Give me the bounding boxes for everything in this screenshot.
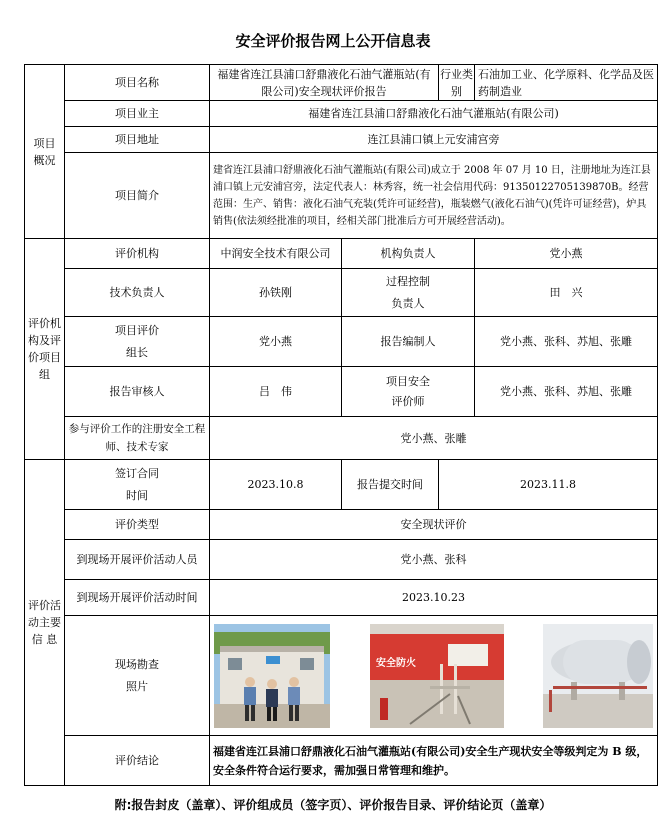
assessor-value: 党小燕、张科、苏旭、张雕: [475, 367, 658, 417]
report-writer-label: 报告编制人: [342, 317, 475, 367]
contract-date-value: 2023.10.8: [210, 460, 342, 510]
section-org: [25, 239, 65, 460]
conclusion-label: 评价结论: [65, 736, 210, 786]
section-org-label: 评价机 构及评 价项目 组: [28, 317, 61, 381]
process-head-label: [342, 269, 475, 317]
eval-type-value: 安全现状评价: [210, 510, 658, 540]
assessor-label: [342, 367, 475, 417]
photo-cell: [210, 616, 658, 736]
section-overview-label: 项目 概况: [33, 136, 56, 167]
project-name-label: 项目名称: [65, 65, 210, 101]
site-photo-lpg-tank: [543, 624, 653, 728]
agency-value: 中润安全技术有限公司: [210, 239, 342, 269]
info-table: [24, 64, 658, 786]
onsite-staff-value: 党小燕、张科: [210, 540, 658, 580]
photo-sign-text: 安全防火: [375, 657, 416, 669]
agency-head-label: 机构负责人: [342, 239, 475, 269]
onsite-time-value: 2023.10.23: [210, 580, 658, 616]
section-activity-label: 评价活 动主要 信 息: [28, 599, 61, 646]
eval-type-label: 评价类型: [65, 510, 210, 540]
site-photo-fire-safety: [370, 624, 504, 728]
reviewer-value: 吕 伟: [210, 367, 342, 417]
agency-head-value: 党小燕: [475, 239, 658, 269]
intro-label: 项目简介: [65, 153, 210, 239]
section-activity: [25, 460, 65, 786]
section-overview: [25, 65, 65, 239]
agency-label: 评价机构: [65, 239, 210, 269]
photo-label: [65, 616, 210, 736]
intro-value: 建省连江县浦口舒鼎液化石油气灌瓶站(有限公司)成立于 2008 年 07 月 10 日，注册地址为连江县浦口镇上元安浦宫旁，法定代表人：林秀容，统一社会信用代码：91350122705139870B。经营范围：生产、销售：液化石油气充装(凭许可证经营)，瓶装燃气(液化石油气)(凭许可证经营)，炉具销售(依法须经批准的项目，经相关部门批准后方可开展经营活动)。: [210, 153, 658, 239]
industry-value: 石油加工业、化学原料、化学品及医药制造业: [475, 65, 658, 101]
attachment-note: 附:报告封皮（盖章）、评价组成员（签字页）、评价报告目录、评价结论页（盖章）: [114, 798, 552, 812]
reviewer-label: 报告审核人: [65, 367, 210, 417]
onsite-staff-label: 到现场开展评价活动人员: [65, 540, 210, 580]
contract-date-label-text: 签订合同 时间: [115, 466, 159, 502]
contract-date-label: [65, 460, 210, 510]
tech-head-value: 孙铁刚: [210, 269, 342, 317]
engineers-value: 党小燕、张雕: [210, 417, 658, 460]
industry-label: 行业类别: [439, 65, 475, 101]
team-leader-label: [65, 317, 210, 367]
address-label: 项目地址: [65, 127, 210, 153]
address-value: 连江县浦口镇上元安浦宫旁: [210, 127, 658, 153]
onsite-time-label: 到现场开展评价活动时间: [65, 580, 210, 616]
team-leader-value: 党小燕: [210, 317, 342, 367]
submit-date-label: 报告提交时间: [342, 460, 439, 510]
photo-label-text: 现场勘查 照片: [115, 657, 159, 693]
report-writer-value: 党小燕、张科、苏旭、张雕: [475, 317, 658, 367]
submit-date-value: 2023.11.8: [439, 460, 658, 510]
conclusion-value: 福建省连江县浦口舒鼎液化石油气灌瓶站(有限公司)安全生产现状安全等级判定为 B 级，安全条件符合运行要求，需加强日常管理和维护。: [210, 736, 658, 786]
process-head-value: 田 兴: [475, 269, 658, 317]
team-leader-label-text: 项目评价 组长: [115, 323, 159, 359]
site-photo-people: [214, 624, 330, 728]
page-title: 安全评价报告网上公开信息表: [235, 32, 431, 50]
engineers-label: 参与评价工作的注册安全工程师、技术专家: [65, 417, 210, 460]
project-name-value: 福建省连江县浦口舒鼎液化石油气灌瓶站(有限公司)安全现状评价报告: [210, 65, 439, 101]
owner-label: 项目业主: [65, 101, 210, 127]
process-head-label-text: 过程控制 负责人: [386, 274, 430, 310]
owner-value: 福建省连江县浦口舒鼎液化石油气灌瓶站(有限公司): [210, 101, 658, 127]
assessor-label-text: 项目安全 评价师: [386, 374, 430, 408]
tech-head-label: 技术负责人: [65, 269, 210, 317]
